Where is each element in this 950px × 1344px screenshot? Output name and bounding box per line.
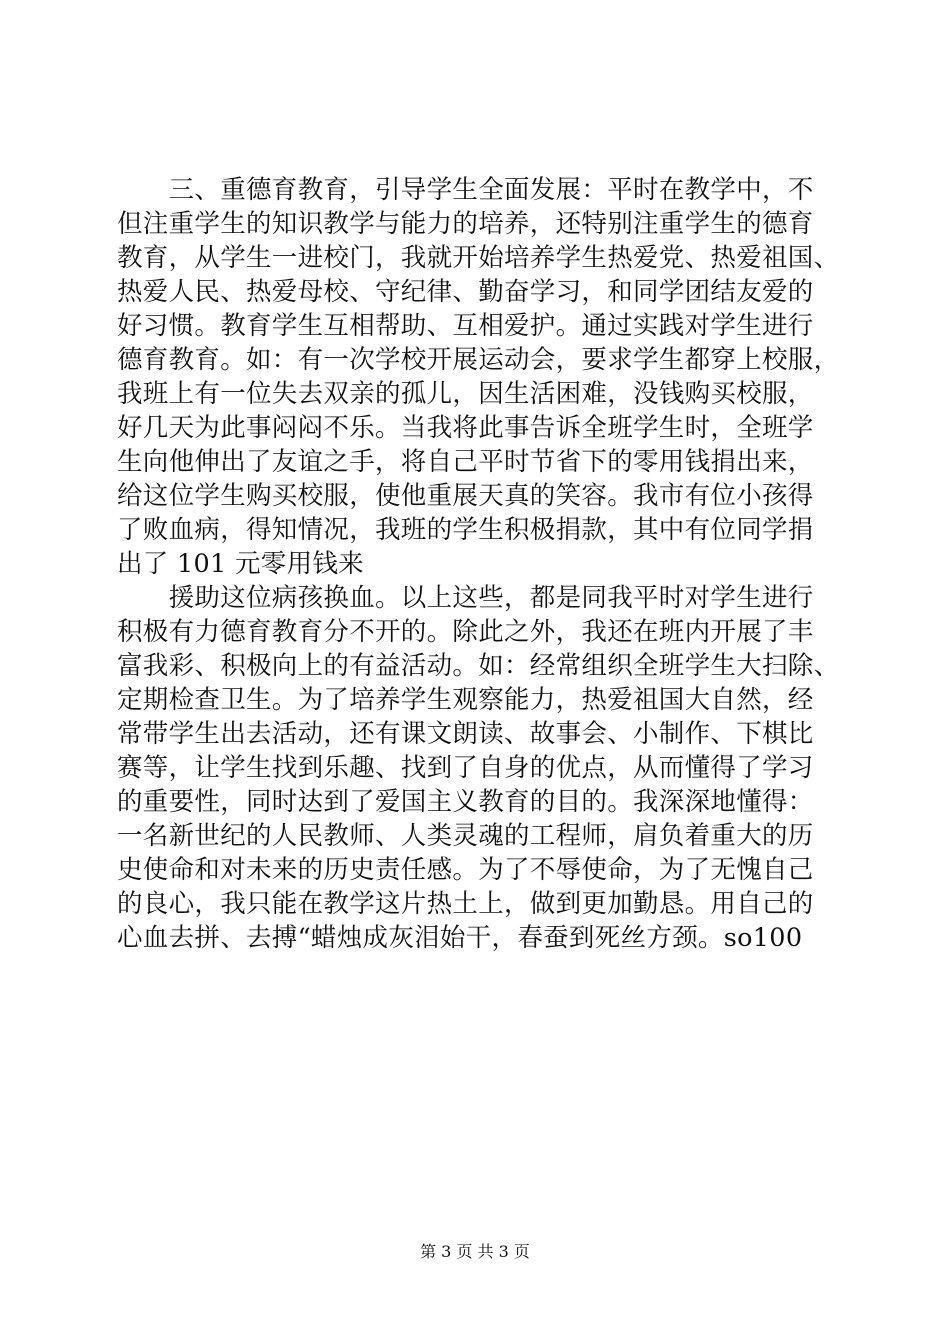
- text-line: 了败血病，得知情况，我班的学生积极捐款，其中有位同学捐: [117, 515, 814, 545]
- text-line: 德育教育。如：有一次学校开展运动会，要求学生都穿上校服，: [117, 345, 840, 375]
- text-line: 我班上有一位失去双亲的孤儿，因生活困难，没钱购买校服，: [117, 379, 814, 409]
- text-line: 赛等，让学生找到乐趣、找到了自身的优点，从而懂得了学习: [117, 753, 814, 783]
- text-line: 积极有力德育教育分不开的。除此之外，我还在班内开展了丰: [117, 617, 814, 647]
- page-number-footer: 第 3 页 共 3 页: [420, 1242, 530, 1261]
- text-line: 常带学生出去活动，还有课文朗读、故事会、小制作、下棋比: [117, 719, 814, 749]
- text-line: 出了 101 元零用钱来: [117, 549, 364, 579]
- body-text: [117, 173, 840, 955]
- text-line: 三、重德育教育，引导学生全面发展：平时在教学中，不: [117, 175, 814, 205]
- text-line: 生向他伸出了友谊之手，将自己平时节省下的零用钱捐出来，: [117, 447, 814, 477]
- text-line: 好几天为此事闷闷不乐。当我将此事告诉全班学生时，全班学: [117, 413, 814, 443]
- text-line: 富我彩、积极向上的有益活动。如：经常组织全班学生大扫除、: [117, 651, 840, 681]
- text-line: 的重要性，同时达到了爱国主义教育的目的。我深深地懂得：: [117, 787, 814, 817]
- text-line: 给这位学生购买校服，使他重展天真的笑容。我市有位小孩得: [117, 481, 814, 511]
- text-line: 但注重学生的知识教学与能力的培养，还特别注重学生的德育: [117, 209, 814, 239]
- text-line: 史使命和对未来的历史责任感。为了不辱使命，为了无愧自己: [117, 855, 814, 885]
- text-line: 教育，从学生一进校门，我就开始培养学生热爱党、热爱祖国、: [117, 243, 840, 273]
- text-line: 定期检查卫生。为了培养学生观察能力，热爱祖国大自然，经: [117, 685, 814, 715]
- text-line: 热爱人民、热爱母校、守纪律、勤奋学习，和同学团结友爱的: [117, 277, 814, 307]
- text-line: 援助这位病孩换血。以上这些，都是同我平时对学生进行: [117, 583, 814, 613]
- text-line: 心血去拼、去搏“蜡烛成灰泪始干，春蚕到死丝方颈。so100: [117, 923, 803, 953]
- text-line: 一名新世纪的人民教师、人类灵魂的工程师，肩负着重大的历: [117, 821, 814, 851]
- text-line: 好习惯。教育学生互相帮助、互相爱护。通过实践对学生进行: [117, 311, 814, 341]
- text-line: 的良心，我只能在教学这片热土上，做到更加勤恳。用自己的: [117, 889, 814, 919]
